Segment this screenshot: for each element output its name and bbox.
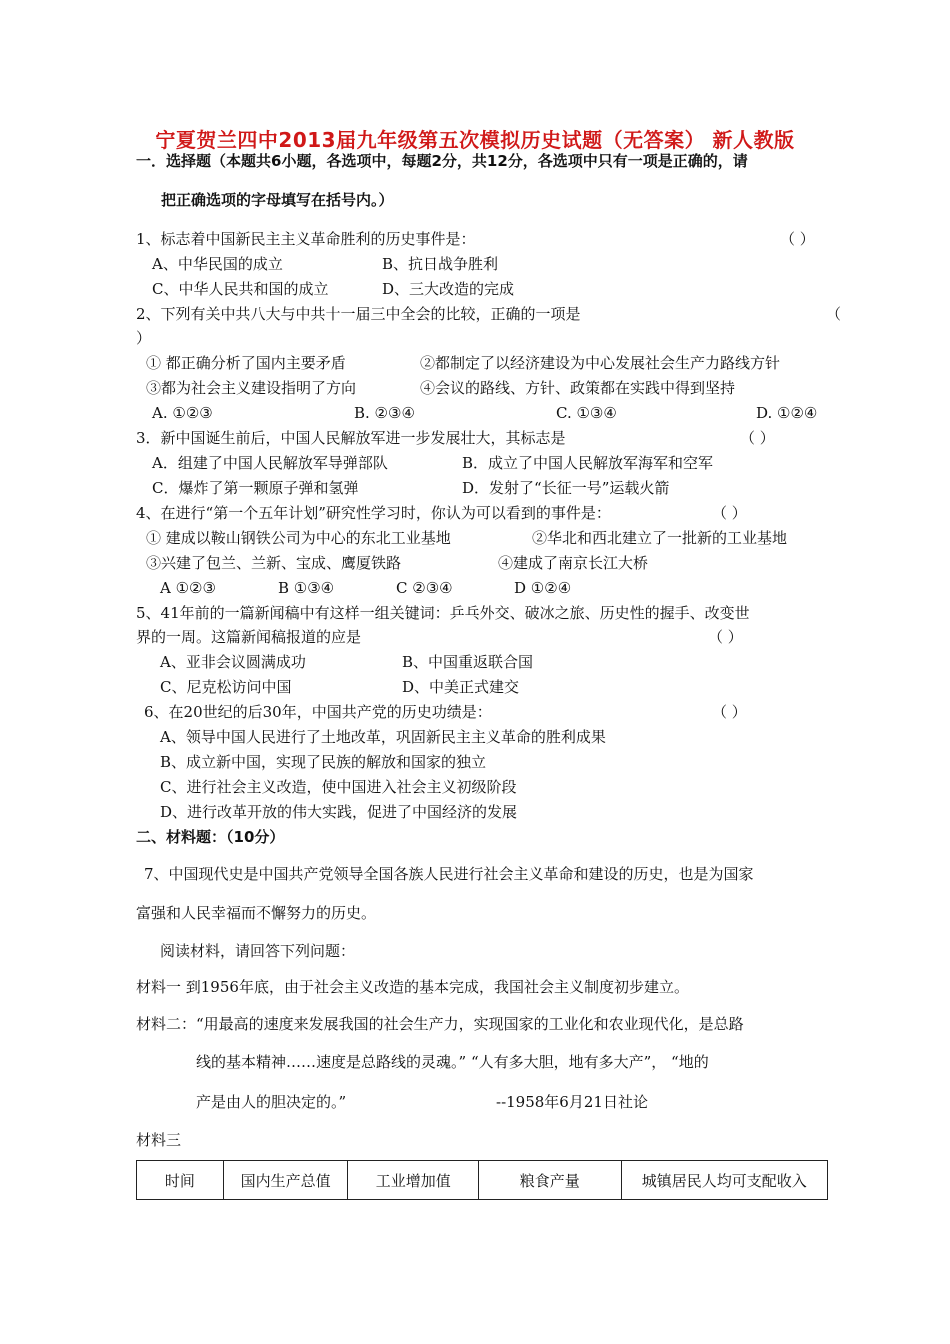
q1-option-c: C、中华人民共和国的成立: [152, 280, 329, 298]
table-header-cell: 国内生产总值: [223, 1161, 348, 1200]
q4-option-b: B ①③④: [278, 579, 335, 597]
q1-option-d: D、三大改造的完成: [382, 280, 515, 298]
section1-heading: 一．选择题（本题共6小题，各选项中，每题2分，共12分，各选项中只有一项是正确的，请: [136, 152, 748, 170]
q5-stem: 5、41年前的一篇新闻稿中有这样一组关键词：乒乓外交、破冰之旅、历史性的握手、改变世: [136, 604, 750, 622]
q4-option-d: D ①②④: [514, 579, 572, 597]
material-three-table: [136, 1160, 828, 1200]
section2-heading: 二、材料题：（10分）: [136, 828, 285, 846]
q4-statement-3: ③兴建了包兰、兰新、宝成、鹰厦铁路: [146, 554, 402, 572]
q2-option-b: B. ②③④: [354, 404, 415, 422]
q5-option-d: D、中美正式建交: [402, 678, 520, 696]
q2-stem: 2、下列有关中共八大与中共十一届三中全会的比较，正确的一项是: [136, 305, 581, 323]
table-header-cell: 工业增加值: [348, 1161, 479, 1200]
q4-statement-2: ②华北和西北建立了一批新的工业基地: [532, 529, 788, 547]
material-two: 材料二：“用最高的速度来发展我国的社会生产力，实现国家的工业化和农业现代化，是总路: [136, 1015, 744, 1033]
q6-option-b: B、成立新中国，实现了民族的解放和国家的独立: [160, 753, 487, 771]
table-header-cell: 时间: [137, 1161, 224, 1200]
q2-option-c: C. ①③④: [556, 404, 617, 422]
q3-option-b: B．成立了中国人民解放军海军和空军: [462, 454, 714, 472]
q3-option-d: D．发射了“长征一号”运载火箭: [462, 479, 670, 497]
q3-option-a: A．组建了中国人民解放军导弹部队: [152, 454, 388, 472]
q2-paren-close: ）: [136, 329, 152, 347]
q6-stem: 6、在20世纪的后30年，中国共产党的历史功绩是：: [144, 703, 492, 721]
q5-option-c: C、尼克松访问中国: [160, 678, 292, 696]
q2-paren-open: （: [826, 305, 842, 323]
q7-intro: 7、中国现代史是中国共产党领导全国各族人民进行社会主义革命和建设的历史，也是为国家: [144, 865, 754, 883]
q4-statement-4: ④建成了南京长江大桥: [498, 554, 649, 572]
q6-option-d: D、进行改革开放的伟大实践，促进了中国经济的发展: [160, 803, 518, 821]
q2-option-a: A. ①②③: [152, 404, 213, 422]
table-header-row: [137, 1161, 828, 1200]
q5-option-a: A、亚非会议圆满成功: [160, 653, 306, 671]
q5-answer-paren: （ ）: [708, 628, 743, 646]
material-three-label: 材料三: [136, 1131, 182, 1149]
q2-statement-3: ③都为社会主义建设指明了方向: [146, 379, 357, 397]
q4-answer-paren: （ ）: [712, 504, 747, 522]
q6-option-a: A、领导中国人民进行了土地改革，巩固新民主主义革命的胜利成果: [160, 728, 606, 746]
q5-option-b: B、中国重返联合国: [402, 653, 534, 671]
material-two-source: --1958年6月21日社论: [496, 1093, 648, 1111]
q2-statement-4: ④会议的路线、方针、政策都在实践中得到坚持: [420, 379, 736, 397]
q1-option-a: A、中华民国的成立: [152, 255, 283, 273]
q4-stem: 4、在进行“第一个五年计划”研究性学习时，你认为可以看到的事件是：: [136, 504, 611, 522]
q7-intro-cont: 富强和人民幸福而不懈努力的历史。: [136, 904, 377, 922]
q6-answer-paren: （ ）: [712, 703, 747, 721]
q3-option-c: C．爆炸了第一颗原子弹和氢弹: [152, 479, 359, 497]
q5-stem-cont: 界的一周。这篇新闻稿报道的应是: [136, 628, 362, 646]
q3-stem: 3．新中国诞生前后，中国人民解放军进一步发展壮大，其标志是: [136, 429, 566, 447]
page-title: 宁夏贺兰四中2013届九年级第五次模拟历史试题（无答案） 新人教版: [155, 128, 795, 152]
q4-statement-1: ① 建成以鞍山钢铁公司为中心的东北工业基地: [146, 529, 451, 547]
section1-heading-cont: 把正确选项的字母填写在括号内。）: [161, 191, 394, 209]
q2-option-d: D. ①②④: [756, 404, 818, 422]
q2-statement-2: ②都制定了以经济建设为中心发展社会生产力路线方针: [420, 354, 781, 372]
table-header-cell: 城镇居民人均可支配收入: [621, 1161, 827, 1200]
q1-answer-paren: （ ）: [780, 230, 815, 248]
q4-option-c: C ②③④: [396, 579, 453, 597]
material-two-end: 产是由人的胆决定的。”: [196, 1093, 347, 1111]
q1-stem: 1、标志着中国新民主主义革命胜利的历史事件是：: [136, 230, 476, 248]
table-header-cell: 粮食产量: [479, 1161, 622, 1200]
q6-option-c: C、进行社会主义改造，使中国进入社会主义初级阶段: [160, 778, 517, 796]
q3-answer-paren: （ ）: [740, 429, 775, 447]
q2-statement-1: ① 都正确分析了国内主要矛盾: [146, 354, 346, 372]
q7-instruction: 阅读材料，请回答下列问题：: [160, 942, 356, 960]
material-two-cont: 线的基本精神……速度是总路线的灵魂。” “人有多大胆，地有多大产”， “地的: [196, 1053, 709, 1071]
q4-option-a: A ①②③: [160, 579, 216, 597]
q1-option-b: B、抗日战争胜利: [382, 255, 499, 273]
material-one: 材料一 到1956年底，由于社会主义改造的基本完成，我国社会主义制度初步建立。: [136, 978, 689, 996]
